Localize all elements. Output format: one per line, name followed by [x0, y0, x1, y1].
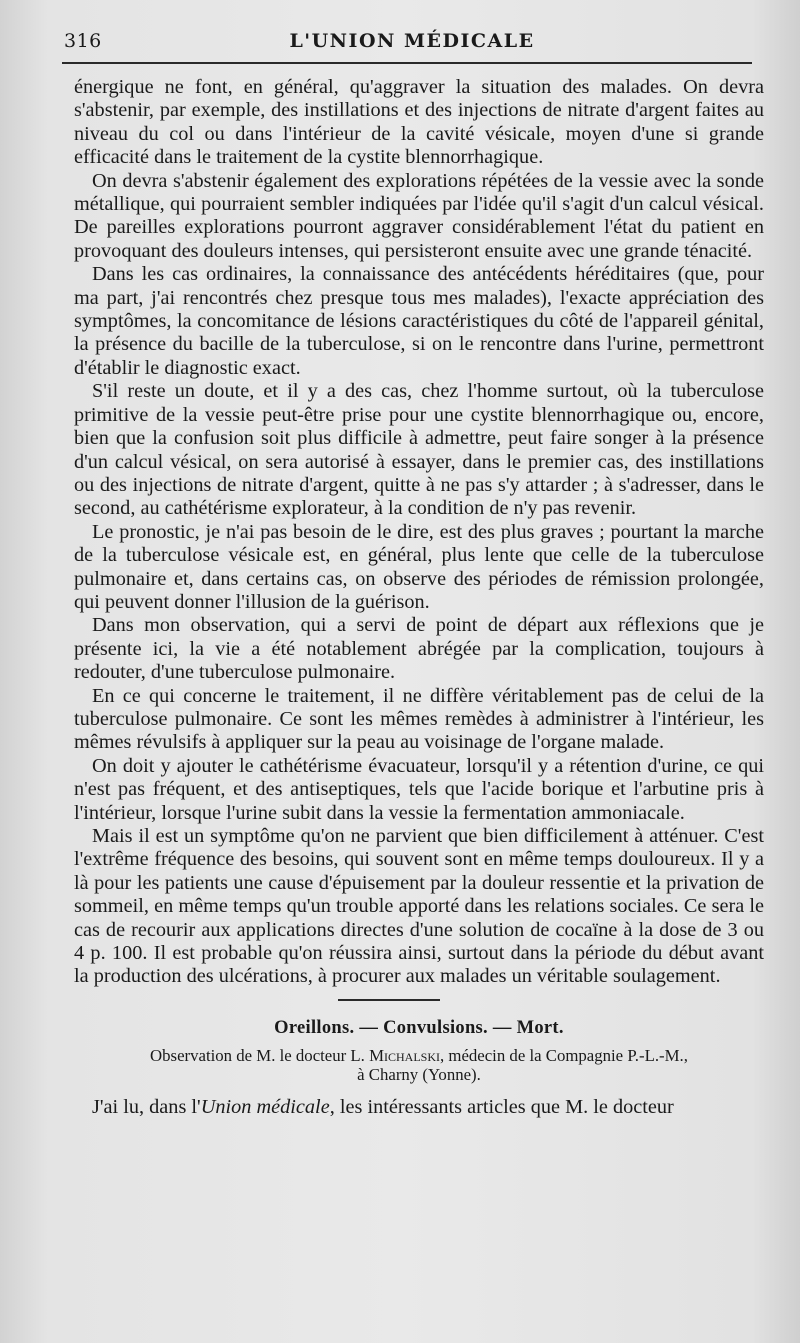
observation-location: à Charny (Yonne). [357, 1065, 481, 1085]
paragraph: Dans les cas ordinaires, la connaissance des antécédents héréditaires (que, pour ma part, j'ai rencontrés chez presque tous mes malades), l'exacte appréciation des symptômes, la concomitance de lésions caractéristiques du côté de l'appareil génital, la présence du bacille de la tuberculose, si on le rencontre dans l'urine, permettront d'établir le diagnostic exact. [74, 263, 764, 379]
section-title: Oreillons. — Convulsions. — Mort. [274, 1017, 564, 1038]
opening-end: , les intéressants articles que M. le docteur [329, 1096, 674, 1119]
paragraph: Le pronostic, je n'ai pas besoin de le dire, est des plus graves ; pourtant la marche de la tuberculose vésicale est, en général, plus lente que celle de la tuberculose pulmonaire et, dans certains cas, on observe des périodes de rémission prolongée, qui peuvent donner l'illusion de la guérison. [74, 520, 764, 613]
paragraph: énergique ne font, en général, qu'aggraver la situation des malades. On devra s'abstenir, par exemple, des instillations et des injections de nitrate d'argent faites au niveau du col ou dans l'intérieur de la cavité vésicale, moyen d'une si grande efficacité dans le traitement de la cystite blennorrhagique. [74, 76, 764, 169]
article-body [74, 76, 764, 1120]
section-separator [338, 999, 440, 1001]
opening-paragraph [74, 1096, 764, 1119]
header-rule [62, 62, 752, 64]
journal-name: Union médicale [200, 1096, 330, 1119]
paragraph: En ce qui concerne le traitement, il ne diffère véritablement pas de celui de la tuberculose pulmonaire. Ce sont les mêmes remèdes à administrer à l'intérieur, les mêmes révulsifs à appliquer sur la peau au voisinage de l'organe malade. [74, 684, 764, 754]
paragraph: On devra s'abstenir également des explorations répétées de la vessie avec la sonde métallique, qui pourraient sembler indiquées par l'idée qu'il s'agit d'un calcul vésical. De pareilles explorations pourront aggraver considérablement l'état du patient en provoquant des douleurs intenses, qui persisteront ensuite avec une grande ténacité. [74, 169, 764, 262]
paragraph: Mais il est un symptôme qu'on ne parvient que bien difficilement à atténuer. C'est l'extrême fréquence des besoins, qui souvent sont en même temps douloureux. Il y a là pour les patients une cause d'épuisement par la douleur ressentie et la privation de sommeil, en même temps qu'un trouble apporté dans les relations sociales. Ce sera le cas de recourir aux applications directes d'une solution de cocaïne à la dose de 3 ou 4 p. 100. Il est probable qu'on réussira ainsi, surtout dans la période du début avant la production des ulcérations, à procurer aux malades un véritable soulagement. [74, 825, 764, 988]
opening-start: J'ai lu, dans l' [92, 1096, 201, 1119]
paragraph: S'il reste un doute, et il y a des cas, chez l'homme surtout, où la tuberculose primitive de la vessie peut-être prise pour une cystite blennorrhagique ou, encore, bien que la confusion soit plus difficile à admettre, peut faire songer à la présence d'un calcul vésical, on sera autorisé à essayer, dans le premier cas, des instillations ou des injections de nitrate d'argent, quitte à ne pas s'y attarder ; à s'adresser, dans le second, au cathétérisme explorateur, à la condition de n'y pas revenir. [74, 380, 764, 520]
observation-prefix: Observation de M. le docteur L. [150, 1046, 370, 1066]
observation-byline [74, 1046, 764, 1065]
page-header [64, 26, 760, 56]
observation-author: Michalski [369, 1046, 440, 1066]
observation-suffix: , médecin de la Compagnie P.-L.-M., [440, 1046, 688, 1066]
page-number: 316 [64, 30, 102, 52]
paragraph: On doit y ajouter le cathétérisme évacuateur, lorsqu'il y a rétention d'urine, ce qui n'est pas fréquent, et des antiseptiques, tels que l'acide borique et l'arbutine pris à l'intérieur, lorsque l'urine subit dans la vessie la fermentation ammoniacale. [74, 754, 764, 824]
running-title: L'UNION MÉDICALE [289, 30, 535, 52]
paragraph: Dans mon observation, qui a servi de point de départ aux réflexions que je présente ici, la vie a été notablement abrégée par la complication, toujours à redouter, d'une tuberculose pulmonaire. [74, 614, 764, 684]
